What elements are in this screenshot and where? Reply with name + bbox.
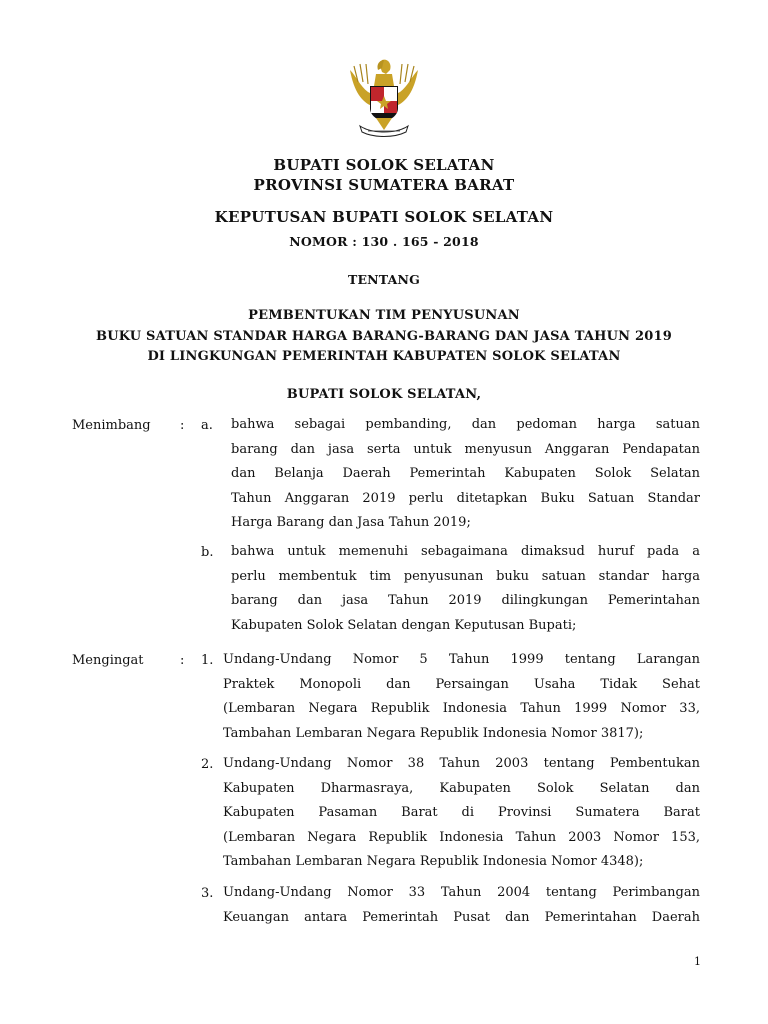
text-line: bahwa sebagai pembanding, dan pedoman harga satuan <box>231 417 700 432</box>
issuer-line-1: BUPATI SOLOK SELATAN <box>273 156 495 174</box>
text-line: Praktek Monopoli dan Persaingan Usaha Tidak Sehat <box>223 676 700 692</box>
decree-title: KEPUTUSAN BUPATI SOLOK SELATAN <box>214 208 554 226</box>
text-line: barang dan jasa serta untuk menyusun Anggaran Pendapatan <box>231 441 700 457</box>
subject-line-2: BUKU SATUAN STANDAR HARGA BARANG-BARANG DAN JASA TAHUN 2019 <box>96 329 672 344</box>
mengingat-marker-2: 2. <box>201 757 214 772</box>
mengingat-label: Mengingat <box>72 653 144 668</box>
mengingat-marker-1: 1. <box>201 653 214 668</box>
text-line: perlu membentuk tim penyusunan buku satuan standar harga <box>231 568 700 584</box>
garuda-emblem-icon <box>346 56 422 140</box>
subject-line-3: DI LINGKUNGAN PEMERINTAH KABUPATEN SOLOK SELATAN <box>147 349 621 364</box>
text-line: Harga Barang dan Jasa Tahun 2019; <box>231 515 471 530</box>
text-line: (Lembaran Negara Republik Indonesia Tahun 2003 Nomor 153, <box>223 829 700 845</box>
menimbang-colon: : <box>180 418 185 433</box>
mengingat-marker-3: 3. <box>201 886 214 901</box>
page-number: 1 <box>694 955 701 968</box>
menimbang-label: Menimbang <box>72 418 151 433</box>
text-line: Undang-Undang Nomor 5 Tahun 1999 tentang Larangan <box>223 652 700 667</box>
text-line: Kabupaten Solok Selatan dengan Keputusan Bupati; <box>231 617 577 633</box>
text-line: (Lembaran Negara Republik Indonesia Tahun 1999 Nomor 33, <box>223 701 700 716</box>
menimbang-marker-a: a. <box>201 418 213 433</box>
menimbang-marker-b: b. <box>201 545 214 560</box>
about-heading: TENTANG <box>347 272 421 287</box>
mengingat-item-1 <box>223 648 700 746</box>
mengingat-colon: : <box>180 653 185 668</box>
subject-line-1: PEMBENTUKAN TIM PENYUSUNAN <box>248 308 520 323</box>
menimbang-item-a <box>231 413 700 536</box>
issuer-line-2: PROVINSI SUMATERA BARAT <box>253 176 515 194</box>
authority-heading: BUPATI SOLOK SELATAN, <box>286 387 482 402</box>
text-line: Tambahan Lembaran Negara Republik Indonesia Nomor 4348); <box>223 854 644 869</box>
text-line: Undang-Undang Nomor 38 Tahun 2003 tentang Pembentukan <box>223 756 700 771</box>
menimbang-item-b <box>231 540 700 638</box>
text-line: Kabupaten Pasaman Barat di Provinsi Sumatera Barat <box>223 805 700 820</box>
text-line: barang dan jasa Tahun 2019 dilingkungan Pemerintahan <box>231 593 700 608</box>
text-line: Tahun Anggaran 2019 perlu ditetapkan Buku Satuan Standar <box>231 490 700 506</box>
text-line: bahwa untuk memenuhi sebagaimana dimaksud huruf pada a <box>231 544 700 559</box>
mengingat-item-3 <box>223 881 700 930</box>
text-line: Undang-Undang Nomor 33 Tahun 2004 tentang Perimbangan <box>223 885 700 900</box>
text-line: Tambahan Lembaran Negara Republik Indonesia Nomor 3817); <box>223 725 644 741</box>
text-line: Kabupaten Dharmasraya, Kabupaten Solok Selatan dan <box>223 780 700 796</box>
mengingat-item-2 <box>223 752 700 875</box>
decree-number: NOMOR : 130 . 165 - 2018 <box>289 234 479 249</box>
text-line: Keuangan antara Pemerintah Pusat dan Pemerintahan Daerah <box>223 909 700 925</box>
text-line: dan Belanja Daerah Pemerintah Kabupaten Solok Selatan <box>231 466 700 481</box>
